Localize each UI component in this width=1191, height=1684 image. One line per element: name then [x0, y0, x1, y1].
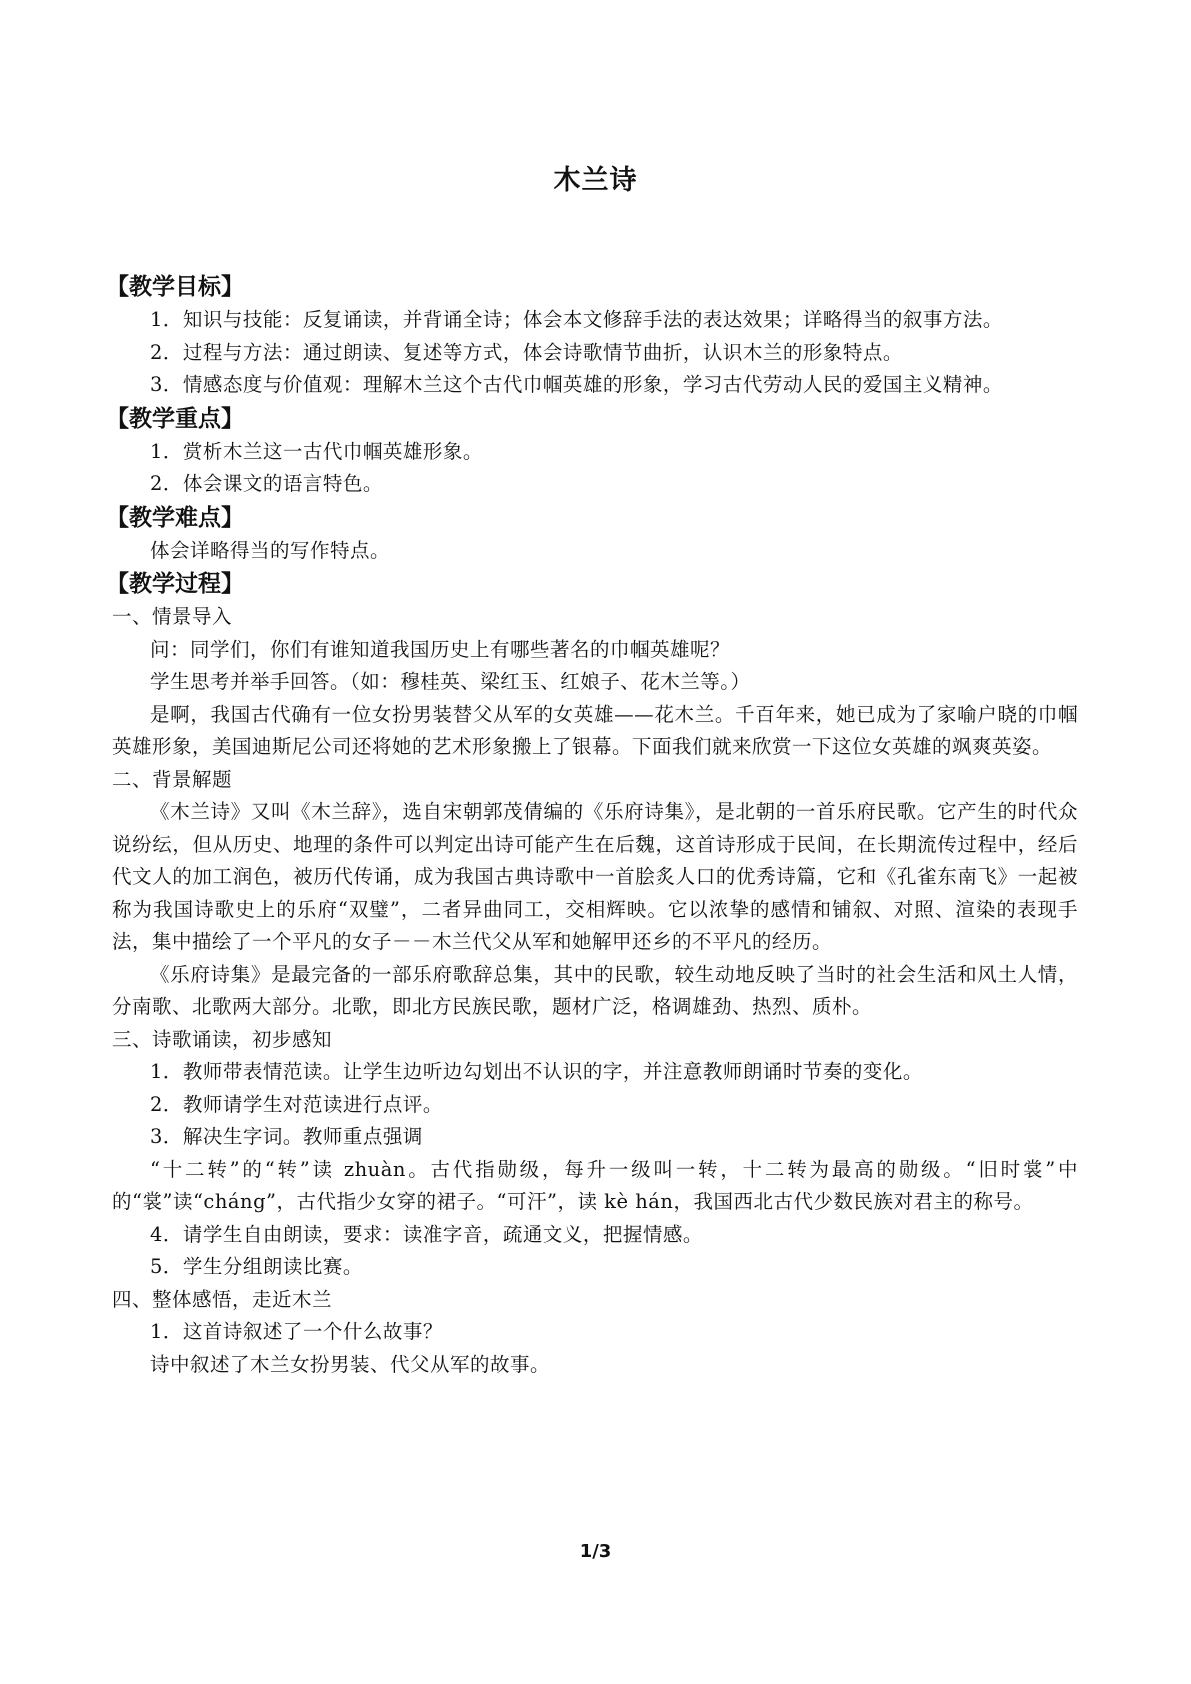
- section-heading: 【教学过程】: [106, 571, 244, 597]
- paragraph: 《乐府诗集》是最完备的一部乐府歌辞总集，其中的民歌，较生动地反映了当时的社会生活和风土人情，分南歌、北歌两大部分。北歌，即北方民族民歌，题材广泛，格调雄劲、热烈、质朴。: [112, 962, 1078, 1018]
- paragraph: 3．解决生字词。教师重点强调: [150, 1125, 423, 1148]
- section-heading: 【教学难点】: [106, 504, 244, 531]
- paragraph: 1．赏析木兰这一古代巾帼英雄形象。: [150, 439, 483, 463]
- paragraph: 是啊，我国古代确有一位女扮男装替父从军的女英雄——花木兰。千百年来，她已成为了家喻户晓的巾帼英雄形象，美国迪斯尼公司还将她的艺术形象搬上了银幕。下面我们就来欣赏一下这位女英雄的飒爽英姿。: [112, 702, 1078, 758]
- paragraph: 2．教师请学生对范读进行点评。: [150, 1092, 443, 1116]
- subsection-title: 一、情景导入: [112, 605, 233, 628]
- section-heading: 【教学重点】: [106, 405, 244, 432]
- paragraph: 学生思考并举手回答。（如：穆桂英、梁红玉、红娘子、花木兰等。）: [150, 670, 751, 693]
- paragraph: 4．请学生自由朗读，要求：读准字音，疏通文义，把握情感。: [150, 1222, 703, 1246]
- section-objectives: [106, 270, 1078, 402]
- subsection-title: 三、诗歌诵读，初步感知: [112, 1027, 333, 1051]
- document-body: [106, 270, 1078, 1381]
- paragraph: 2．过程与方法：通过朗读、复述等方式，体会诗歌情节曲折，认识木兰的形象特点。: [150, 340, 903, 364]
- section-difficulties: [106, 501, 1078, 568]
- section-process: [106, 567, 1078, 1381]
- paragraph: 1．教师带表情范读。让学生边听边勾划出不认识的字，并注意教师朗诵时节奏的变化。: [150, 1060, 923, 1083]
- document-title: 木兰诗: [553, 165, 638, 196]
- paragraph: 2．体会课文的语言特色。: [150, 472, 383, 495]
- paragraph: 《木兰诗》又叫《木兰辞》，选自宋朝郭茂倩编的《乐府诗集》，是北朝的一首乐府民歌。它产生的时代众说纷纭，但从历史、地理的条件可以判定出诗可能产生在后魏，这首诗形成于民间，在长期流传过程中，经后代文人的加工润色，被历代传诵，成为我国古典诗歌中一首脍炙人口的优秀诗篇，它和《孔雀东南飞》一起被称为我国诗歌史上的乐府“双璧”，二者异曲同工，交相辉映。它以浓挚的感情和铺叙、对照、渲染的表现手法，集中描绘了一个平凡的女子－－木兰代父从军和她解甲还乡的不平凡的经历。: [112, 800, 1078, 953]
- paragraph: 诗中叙述了木兰女扮男装、代父从军的故事。: [150, 1352, 551, 1376]
- section-heading: 【教学目标】: [106, 274, 244, 300]
- paragraph: 3．情感态度与价值观：理解木兰这个古代巾帼英雄的形象，学习古代劳动人民的爱国主义精神。: [150, 373, 1003, 396]
- paragraph: 5．学生分组朗读比赛。: [150, 1255, 363, 1278]
- paragraph: 体会详略得当的写作特点。: [150, 538, 391, 562]
- paragraph: 1．这首诗叙述了一个什么故事？: [150, 1320, 443, 1343]
- paragraph: “十二转”的“转”读 zhuàn。古代指勋级，每升一级叫一转，十二转为最高的勋级。“旧时裳”中的“裳”读“cháng”，古代指少女穿的裙子。“可汗”，读 kè hán，我国西北古代少数民族对君主的称号。: [112, 1157, 1078, 1213]
- subsection-title: 四、整体感悟，走近木兰: [112, 1287, 333, 1311]
- page-number: 1/3: [579, 1541, 612, 1562]
- paragraph: 1．知识与技能：反复诵读，并背诵全诗；体会本文修辞手法的表达效果；详略得当的叙事方法。: [150, 308, 1003, 331]
- subsection-title: 二、背景解题: [112, 767, 233, 791]
- section-keypoints: [106, 402, 1078, 501]
- paragraph: 问：同学们，你们有谁知道我国历史上有哪些著名的巾帼英雄呢？: [150, 637, 731, 661]
